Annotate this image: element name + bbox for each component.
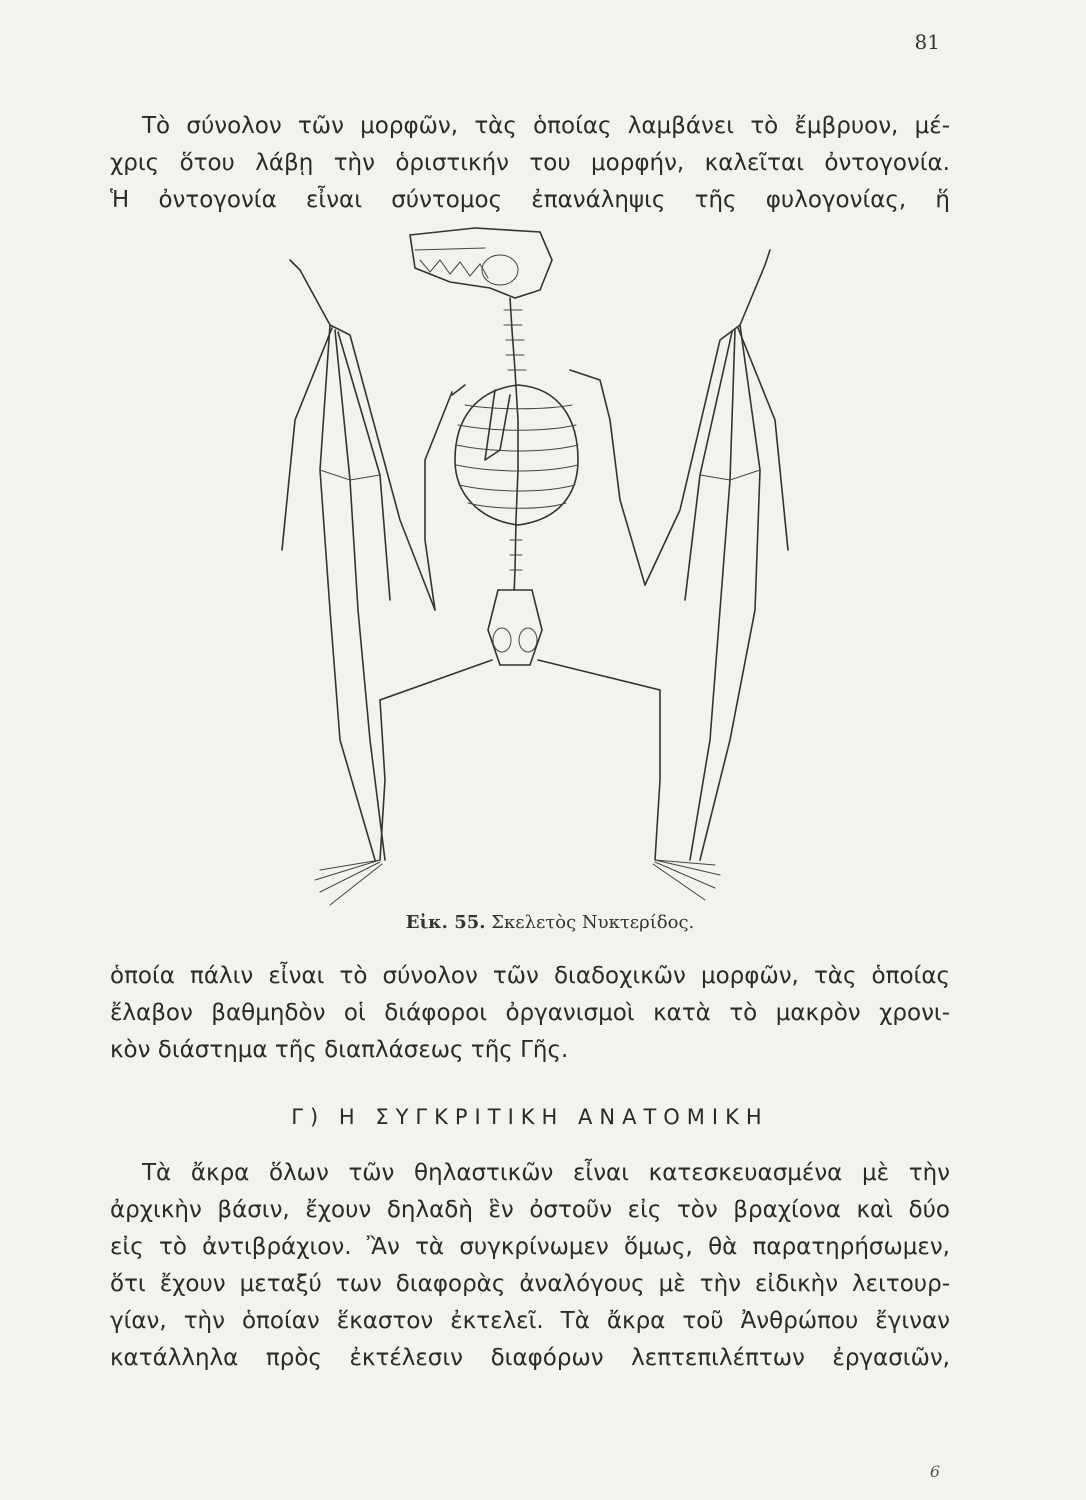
text-line: Τὸ σύνολον τῶν μορφῶν, τὰς ὁποίας λαμβάνει τὸ ἔμβρυον, μέ- — [142, 113, 950, 139]
text-line: ἔλαβον βαθμηδὸν οἱ διάφοροι ὀργανισμοὶ κατὰ τὸ μακρὸν χρονι- — [110, 1000, 950, 1026]
text-line: κατάλληλα πρὸς ἐκτέλεσιν διαφόρων λεπτεπιλέπτων ἐργασιῶν, — [110, 1345, 950, 1371]
section-heading: Γ) Η ΣΥΓΚΡΙΤΙΚΗ ΑΝΑΤΟΜΙΚΗ — [291, 1105, 769, 1129]
page-number: 81 — [914, 30, 940, 54]
paragraph-phylogeny — [110, 958, 950, 1069]
text-line: ὅτι ἔχουν μεταξύ των διαφορὰς ἀναλόγους μὲ τὴν εἰδικὴν λειτουρ- — [110, 1271, 950, 1297]
signature-mark: 6 — [929, 1462, 940, 1481]
figure-caption-text: Σκελετὸς Νυκτερίδος. — [491, 912, 695, 933]
figure-caption — [350, 912, 750, 933]
paragraph-comparative-anatomy — [110, 1155, 950, 1377]
text-line: κὸν διάστημα τῆς διαπλάσεως τῆς Γῆς. — [110, 1037, 569, 1063]
text-line: ὁποία πάλιν εἶναι τὸ σύνολον τῶν διαδοχικῶν μορφῶν, τὰς ὁποίας — [110, 963, 950, 989]
pelvis-and-legs — [315, 590, 720, 905]
left-wing — [282, 260, 435, 860]
text-line: ἀρχικὴν βάσιν, ἔχουν δηλαδὴ ἓν ὀστοῦν εἰς τὸν βραχίονα καὶ δύο — [110, 1197, 950, 1223]
paragraph-ontogeny — [110, 108, 950, 219]
text-line: Τὰ ἄκρα ὅλων τῶν θηλαστικῶν εἶναι κατεσκευασμένα μὲ τὴν — [142, 1160, 950, 1186]
bat-skeleton-illustration — [260, 220, 820, 920]
skull — [410, 228, 552, 298]
right-wing — [645, 250, 788, 860]
text-line: γίαν, τὴν ὁποίαν ἕκαστον ἐκτελεῖ. Τὰ ἄκρα τοῦ Ἀνθρώπου ἔγιναν — [110, 1308, 950, 1334]
text-line: Ἡ ὀντογονία εἶναι σύντομος ἐπανάληψις τῆς φυλογονίας, ἥ — [110, 187, 950, 213]
text-line: εἰς τὸ ἀντιβράχιον. Ἂν τὰ συγκρίνωμεν ὅμως, θὰ παρατηρήσωμεν, — [110, 1234, 950, 1260]
figure-label: Εἰκ. 55. — [405, 912, 486, 933]
spine — [504, 298, 526, 595]
arms — [425, 370, 645, 610]
text-line: χρις ὅτου λάβῃ τὴν ὁριστικήν του μορφήν, καλεῖται ὀντογονία. — [110, 150, 950, 176]
